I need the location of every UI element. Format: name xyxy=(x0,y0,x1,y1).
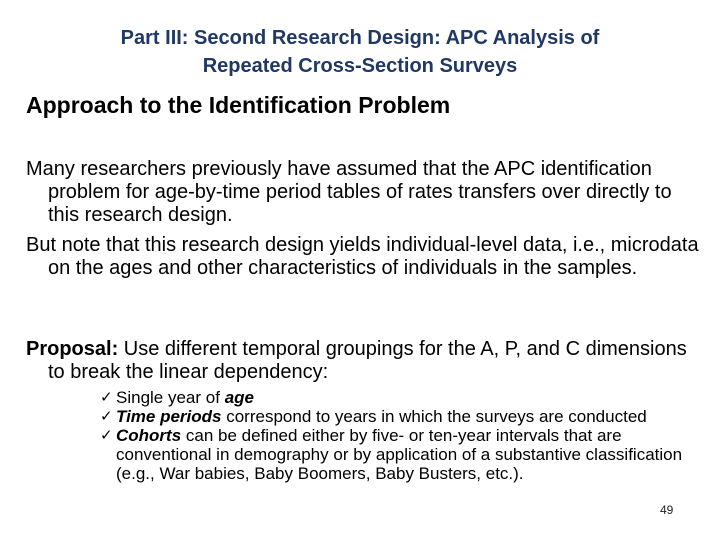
checklist-text: can be defined either by five- or ten-year intervals that are conventional in demography or by application of a substantive classification (e.g., War babies, Baby Boomers, Baby Busters, etc.). xyxy=(116,426,683,483)
checklist-item-time-periods xyxy=(100,407,685,426)
paragraph-microdata: But note that this research design yields individual-level data, i.e., microdata on the ages and other characteristics of individuals in the samples. xyxy=(26,234,699,279)
checkmark-icon: ✓ xyxy=(100,427,113,444)
proposal-paragraph xyxy=(26,338,698,384)
checkmark-icon: ✓ xyxy=(100,408,113,425)
checklist-term: Cohorts xyxy=(116,426,182,445)
page-number: 49 xyxy=(660,503,674,517)
design-checklist xyxy=(100,388,685,483)
checklist-text: correspond to years in which the surveys are conducted xyxy=(221,407,647,426)
slide-title-line-2: Repeated Cross-Section Surveys xyxy=(202,55,518,77)
checkmark-icon: ✓ xyxy=(100,389,113,406)
checklist-text: Single year of xyxy=(116,388,225,407)
proposal-label: Proposal: xyxy=(26,338,119,360)
proposal-text: Use different temporal groupings for the A, P, and C dimensions to break the linear dependency: xyxy=(48,338,687,383)
slide-title xyxy=(30,24,690,80)
checklist-term: Time periods xyxy=(116,407,222,426)
slide-title-line-1: Part III: Second Research Design: APC Analysis of xyxy=(120,27,600,49)
checklist-item-cohorts xyxy=(100,426,685,483)
checklist-item-age xyxy=(100,388,685,407)
checklist-term: age xyxy=(224,388,254,407)
section-heading: Approach to the Identification Problem xyxy=(26,92,451,118)
paragraph-researchers: Many researchers previously have assumed that the APC identification problem for age-by-time period tables of rates transfers over directly to this research design. xyxy=(26,158,672,226)
